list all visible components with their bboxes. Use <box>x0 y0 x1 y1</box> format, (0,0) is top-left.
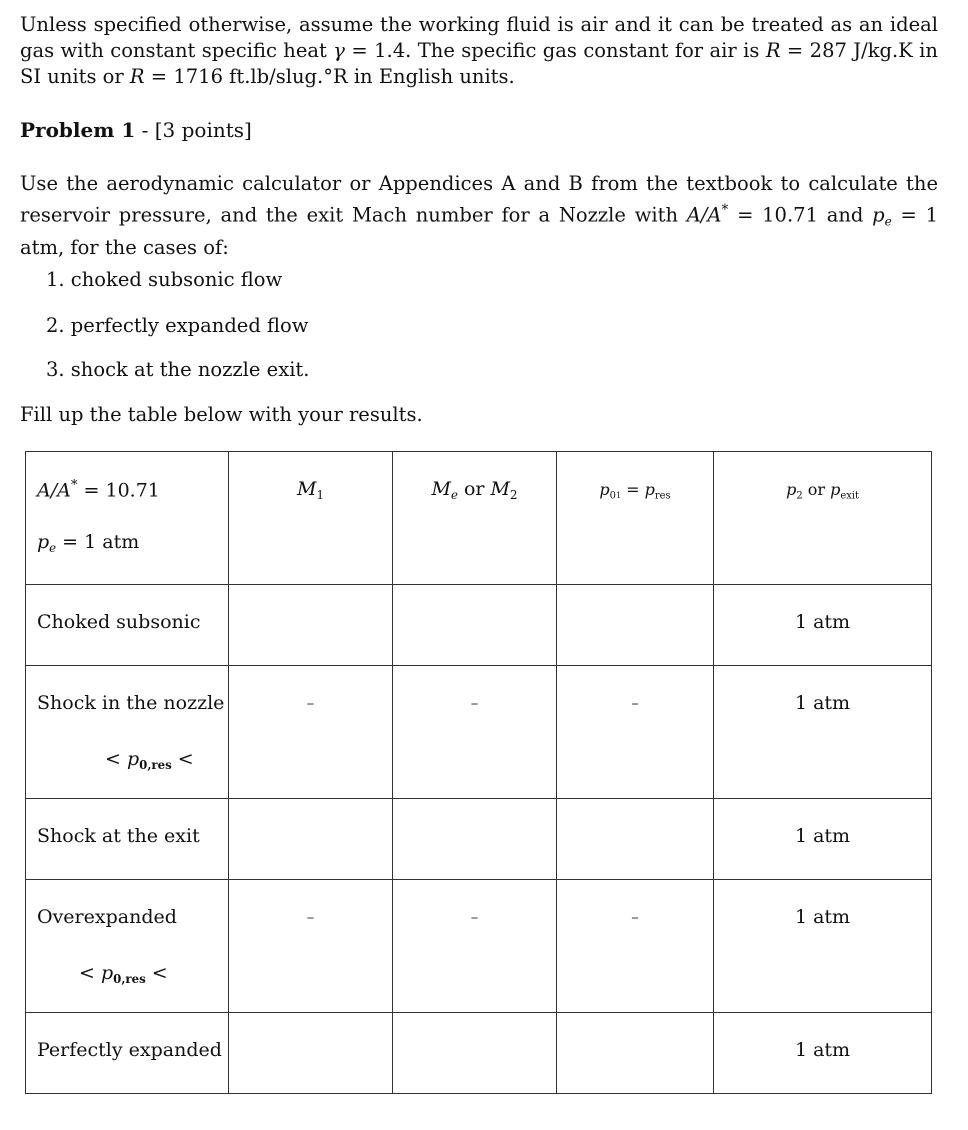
input-cell[interactable] <box>229 799 393 880</box>
input-cell[interactable] <box>229 585 393 666</box>
row-label: Choked subsonic <box>37 611 201 633</box>
row-label: Shock in the nozzle <box>37 692 225 714</box>
intro-text: Unless specified otherwise, assume the working fluid is air and it can be treated as an ideal gas with constant specific heat <box>20 13 938 62</box>
exit-pressure-sub: e <box>884 214 892 229</box>
p2-cell <box>714 585 932 666</box>
dash-mark: – <box>306 694 315 712</box>
problem-points: - [3 points] <box>135 118 252 142</box>
p2-cell <box>714 799 932 880</box>
dash-cell <box>229 666 393 799</box>
problem-text: Use the aerodynamic calculator or Appendices A and B from the textbook to calculate the reservoir pressure, and the exit Mach number for a Nozzle with <box>20 172 938 227</box>
p2-cell <box>714 666 932 799</box>
english-value: = 1716 ft.lb/slug.°R in English units. <box>144 65 515 88</box>
input-cell[interactable] <box>229 1013 393 1094</box>
row-label: Overexpanded <box>37 906 177 928</box>
row-label-cell <box>26 880 229 1013</box>
dash-mark: – <box>306 908 315 926</box>
table-corner-cell <box>26 452 229 585</box>
dash-mark: – <box>631 908 639 926</box>
dash-cell <box>393 880 557 1013</box>
gamma-value: = 1.4. The specific gas constant for air is <box>344 39 766 62</box>
area-ratio-value: = 10.71 and <box>728 203 873 227</box>
input-cell[interactable] <box>557 585 714 666</box>
exit-pressure-value: = 1 atm, for the cases of: <box>20 203 938 259</box>
problem-statement <box>20 171 938 261</box>
exit-pressure-label: $p_e = 1$ atm <box>37 531 140 556</box>
pressure-range: < $p_{0,res}$ < <box>79 962 168 987</box>
row-label: Perfectly expanded <box>37 1039 222 1061</box>
dash-mark: – <box>470 908 479 926</box>
p2-value: 1 atm <box>794 692 851 714</box>
header-me-or-m2: $M_e$ or $M_2$ <box>393 452 557 585</box>
header-m1: $M_1$ <box>229 452 393 585</box>
p2-cell <box>714 880 932 1013</box>
dash-cell <box>393 666 557 799</box>
input-cell[interactable] <box>393 585 557 666</box>
row-label-cell <box>26 799 229 880</box>
results-table <box>25 451 932 1094</box>
row-label-cell <box>26 1013 229 1094</box>
table-row <box>26 880 932 1013</box>
fill-instruction: Fill up the table below with your results. <box>20 403 423 426</box>
row-label-cell <box>26 585 229 666</box>
input-cell[interactable] <box>393 799 557 880</box>
exit-pressure-symbol: p <box>872 203 885 227</box>
table-row <box>26 585 932 666</box>
input-cell[interactable] <box>557 799 714 880</box>
row-label: Shock at the exit <box>37 825 200 847</box>
table-header-row <box>26 452 932 585</box>
table-row <box>26 1013 932 1094</box>
input-cell[interactable] <box>557 1013 714 1094</box>
p2-value: 1 atm <box>794 825 851 847</box>
si-value: = 287 J/kg.K in SI units or <box>20 39 938 88</box>
dash-mark: – <box>470 694 479 712</box>
area-ratio-symbol: A/A <box>686 203 722 227</box>
gas-constant-symbol: R <box>765 39 781 62</box>
list-item: 2. perfectly expanded flow <box>46 314 309 337</box>
p2-cell <box>714 1013 932 1094</box>
intro-paragraph <box>20 12 938 90</box>
problem-title: Problem 1 <box>20 118 136 142</box>
area-star: * <box>721 202 729 218</box>
dash-mark: – <box>631 694 639 712</box>
gas-constant-symbol-2: R <box>129 65 145 88</box>
pressure-range: < $p_{0,res}$ < <box>105 748 194 773</box>
dash-cell <box>557 666 714 799</box>
p2-value: 1 atm <box>794 1039 851 1061</box>
list-item: 1. choked subsonic flow <box>46 268 283 291</box>
list-item: 3. shock at the nozzle exit. <box>46 358 310 381</box>
gamma-symbol: γ <box>333 39 345 62</box>
area-ratio-label: A/A* = 10.71 <box>37 478 160 502</box>
table-row <box>26 666 932 799</box>
row-label-cell <box>26 666 229 799</box>
input-cell[interactable] <box>393 1013 557 1094</box>
header-p01-pres: $p_{01} = p_{res}$ <box>557 452 714 585</box>
problem-heading <box>20 118 252 142</box>
dash-cell <box>229 880 393 1013</box>
header-p2-pexit: $p_2$ or $p_{exit}$ <box>714 452 932 585</box>
dash-cell <box>557 880 714 1013</box>
p2-value: 1 atm <box>794 611 851 633</box>
table-row <box>26 799 932 880</box>
p2-value: 1 atm <box>794 906 851 928</box>
